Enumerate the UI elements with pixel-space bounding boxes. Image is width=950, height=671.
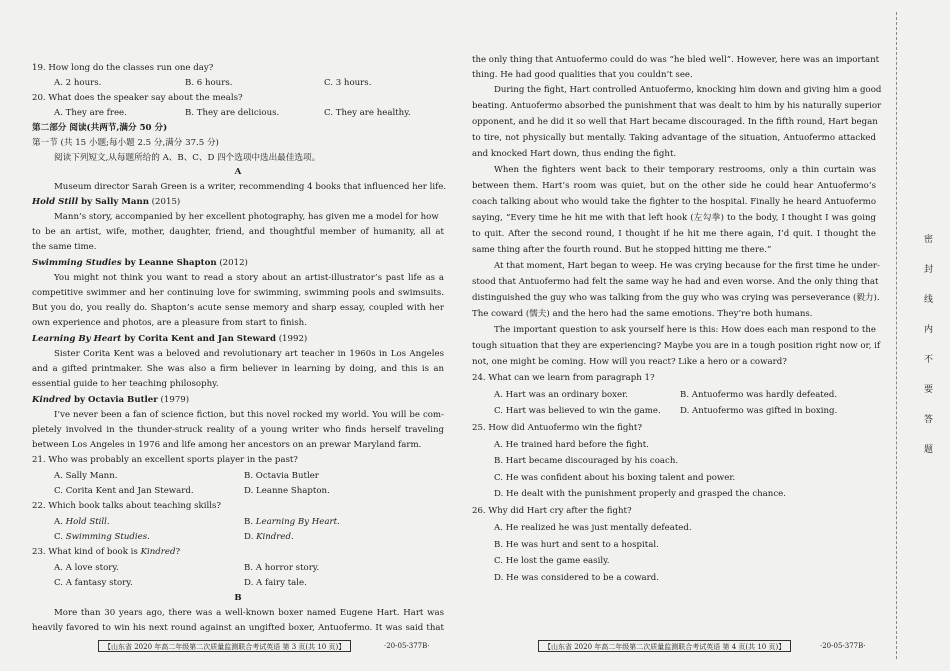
option-text: B. A horror story. (244, 563, 320, 573)
left-line-26: 21. Who was probably an excellent sports player in the past? (32, 455, 298, 465)
left-line-1 (32, 78, 444, 89)
option-text: A. Hart was an ordinary boxer. (494, 390, 628, 400)
left-line-27 (32, 471, 444, 482)
right-line-31: C. He lost the game easily. (494, 556, 610, 566)
left-line-12: the same time. (32, 242, 97, 252)
left-line-2: 20. What does the speaker say about the meals? (32, 93, 243, 103)
right-line-27: D. He dealt with the punishment properly and grasped the chance. (494, 489, 786, 499)
right-line-9: coach talking about who would take the fighter to the hospital. Finally he heard Antuofermo (472, 197, 876, 207)
left-line-11: to be an artist, wife, mother, daughter, friend, and thoughtful member of humanity, all at (32, 227, 444, 237)
option-text: A. 2 hours. (54, 78, 102, 88)
left-line-33 (32, 563, 444, 574)
left-line-37: heavily favored to win his next round against an ungifted boxer, Antuofermo. It was said that (32, 623, 444, 633)
option-text: A. A love story. (54, 563, 119, 573)
left-line-30 (32, 517, 444, 528)
left-line-16: But you do, you really do. Shapton’s acute sense memory and sharp essay, coupled with her (32, 303, 444, 313)
seal-char: 不 (924, 355, 934, 365)
left-line-3 (32, 108, 444, 119)
book-title: Hold Still (32, 197, 79, 207)
right-line-11: to quit. After the second round, I thought if he hit me there again, I’d quit. I thought the (472, 229, 876, 239)
footer-left-title: 【山东省 2020 年高二年级第二次质量监测联合考试英语 第 3 页(共 10 页)】 (104, 643, 346, 651)
option-text: B. 6 hours. (185, 78, 233, 88)
seal-char: 封 (924, 265, 934, 275)
option-text: D. Leanne Shapton. (244, 486, 330, 496)
option-text: A. They are free. (54, 108, 127, 118)
left-line-34 (32, 578, 444, 589)
book-author: by Corita Kent and Jan Steward (121, 334, 276, 344)
left-line-10: Mann’s story, accompanied by her excellent photography, has given me a model for how (54, 212, 439, 222)
left-line-5: 第一节 (共 15 小题;每小题 2.5 分,满分 37.5 分) (32, 138, 219, 148)
left-line-22 (32, 395, 444, 406)
footer-right (538, 640, 791, 652)
book-title: Swimming Studies (32, 258, 122, 268)
right-line-14: stood that Antuofermo had felt the same way he had and even worse. And the only thing that (472, 277, 879, 287)
left-line-20: and a gifted printmaker. She was also a firm believer in learning by doing, and this is an (32, 364, 444, 374)
option-text: C. Corita Kent and Jan Steward. (54, 486, 194, 496)
left-line-24: pletely involved in the thunder-struck reality of a young writer who finds herself traveling (32, 425, 444, 435)
left-line-17: own experience and photos, are a pleasure from start to finish. (32, 318, 307, 328)
right-line-16: The coward (懦夫) and the hero had the same emotions. They’re both humans. (472, 309, 813, 319)
book-title: Kindred (32, 395, 71, 405)
right-line-15: distinguished the guy who was talking from the guy who was crying was perseverance (毅力). (472, 293, 880, 303)
right-line-3: beating. Antuofermo absorbed the punishment that was dealt to him by his naturally superior (472, 101, 882, 111)
option-text: A. Sally Mann. (54, 471, 118, 481)
seal-char: 答 (924, 415, 934, 425)
option-text: D. Antuofermo was gifted in boxing. (680, 406, 838, 416)
option-text: A. Hold Still. (54, 517, 110, 527)
seal-char: 密 (924, 235, 934, 245)
right-line-0: the only thing that Antuofermo could do was “he bled well”. However, here was an important (472, 55, 880, 65)
left-line-13 (32, 258, 444, 269)
seal-line-sidebar (884, 0, 950, 671)
right-line-30: B. He was hurt and sent to a hospital. (494, 540, 659, 550)
left-line-31 (32, 532, 444, 543)
right-line-12: same thing after the fourth round. But he stopped hitting me there.” (472, 245, 772, 255)
option-text: B. They are delicious. (185, 108, 280, 118)
footer-left-code: ·20-05-377B· (384, 642, 430, 650)
right-line-4: opponent, and he did it so well that Hart became discouraged. In the fifth round, Hart began (472, 117, 878, 127)
right-line-17: The important question to ask yourself here is this: How does each man respond to the (494, 325, 876, 335)
seal-dashed-line (896, 12, 897, 659)
left-line-25: between Los Angeles in 1976 and life among her ancestors on an prewar Maryland farm. (32, 440, 422, 450)
option-text: C. Swimming Studies. (54, 532, 150, 542)
book-year: (2015) (148, 197, 181, 207)
right-line-25: B. Hart became discouraged by his coach. (494, 456, 679, 466)
left-page (32, 0, 447, 671)
book-year: (2012) (216, 258, 248, 268)
left-line-23: I’ve never been a fan of science fiction, but this novel rocked my world. You will be com- (54, 410, 444, 420)
option-text: B. Octavia Butler (244, 471, 319, 481)
right-line-20: 24. What can we learn from paragraph 1? (472, 373, 655, 383)
right-line-10: saying, “Every time he hit me with that left hook (左勾拳) to the body, I thought I was going (472, 213, 876, 223)
option-text: B. Antuofermo was hardly defeated. (680, 390, 838, 400)
left-line-8: Museum director Sarah Green is a writer, recommending 4 books that influenced her life. (54, 182, 447, 192)
book-author: by Sally Mann (78, 197, 149, 207)
left-line-36: More than 30 years ago, there was a well-known boxer named Eugene Hart. Hart was (54, 608, 444, 618)
right-line-8: between them. Hart’s room was quiet, but on the other side he could hear Antuofermo’s (472, 181, 876, 191)
left-line-15: competitive swimmer and her continuing love for swimming, swimming pools and swimsuits. (32, 288, 444, 298)
right-line-23: 25. How did Antuofermo win the fight? (472, 423, 642, 433)
footer-right-code: ·20-05-377B· (820, 642, 866, 650)
left-line-35: B (234, 593, 242, 603)
seal-char: 要 (924, 385, 934, 395)
book-year: (1992) (275, 334, 308, 344)
book-author: by Octavia Butler (71, 395, 158, 405)
seal-char: 线 (924, 295, 934, 305)
footer-left (98, 640, 351, 652)
option-text: D. Kindred. (244, 532, 294, 542)
option-text: D. A fairy tale. (244, 578, 307, 588)
option-text: C. A fantasy story. (54, 578, 133, 588)
left-line-32: 23. What kind of book is Kindred? (32, 547, 181, 557)
right-line-2: During the fight, Hart controlled Antuofermo, knocking him down and giving him a good (494, 85, 882, 95)
seal-char: 题 (924, 445, 934, 455)
right-page (472, 0, 882, 671)
seal-char: 内 (924, 325, 934, 335)
right-line-28: 26. Why did Hart cry after the fight? (472, 506, 632, 516)
left-line-18 (32, 334, 444, 345)
right-line-6: and knocked Hart down, thus ending the fight. (472, 149, 677, 159)
left-line-14: You might not think you want to read a story about an artist-illustrator’s past life as a (54, 273, 444, 283)
right-line-19: not, one might be coming. How will you react? Like a hero or a coward? (472, 357, 787, 367)
right-line-21 (472, 390, 876, 401)
right-line-24: A. He trained hard before the fight. (494, 440, 649, 450)
left-line-29: 22. Which book talks about teaching skills? (32, 501, 221, 511)
left-line-19: Sister Corita Kent was a beloved and revolutionary art teacher in 1960s in Los Angeles (54, 349, 444, 359)
right-line-22 (472, 406, 876, 417)
left-line-28 (32, 486, 444, 497)
option-text: B. Learning By Heart. (244, 517, 340, 527)
book-year: (1979) (157, 395, 190, 405)
right-line-26: C. He was confident about his boxing talent and power. (494, 473, 736, 483)
left-line-7: A (234, 167, 242, 177)
footer-right-title: 【山东省 2020 年高二年级第二次质量监测联合考试英语 第 4 页(共 10 页)】 (544, 643, 786, 651)
option-text: C. Hart was believed to win the game. (494, 406, 661, 416)
left-line-0: 19. How long do the classes run one day? (32, 63, 214, 73)
right-line-18: tough situation that they are experiencing? Maybe you are in a tough position right now or, if (472, 341, 881, 351)
right-line-1: thing. He had good qualities that you couldn’t see. (472, 70, 693, 80)
left-line-21: essential guide to her teaching philosophy. (32, 379, 219, 389)
left-line-4: 第二部分 阅读(共两节,满分 50 分) (32, 123, 168, 133)
right-line-13: At that moment, Hart began to weep. He was crying because for the first time he under- (494, 261, 880, 271)
left-line-9 (32, 197, 444, 208)
book-author: by Leanne Shapton (121, 258, 217, 268)
option-text: C. 3 hours. (324, 78, 372, 88)
book-title: Learning By Heart (32, 334, 122, 344)
right-line-32: D. He was considered to be a coward. (494, 573, 660, 583)
right-line-5: to tire, not physically but mentally. Taking advantage of the situation, Antuofermo attacked (472, 133, 876, 143)
right-line-29: A. He realized he was just mentally defeated. (494, 523, 692, 533)
right-line-7: When the fighters went back to their temporary restrooms, only a thin curtain was (494, 165, 876, 175)
option-text: C. They are healthy. (324, 108, 411, 118)
left-line-6: 阅读下列短文,从每题所给的 A、B、C、D 四个选项中选出最佳选项。 (54, 153, 321, 163)
